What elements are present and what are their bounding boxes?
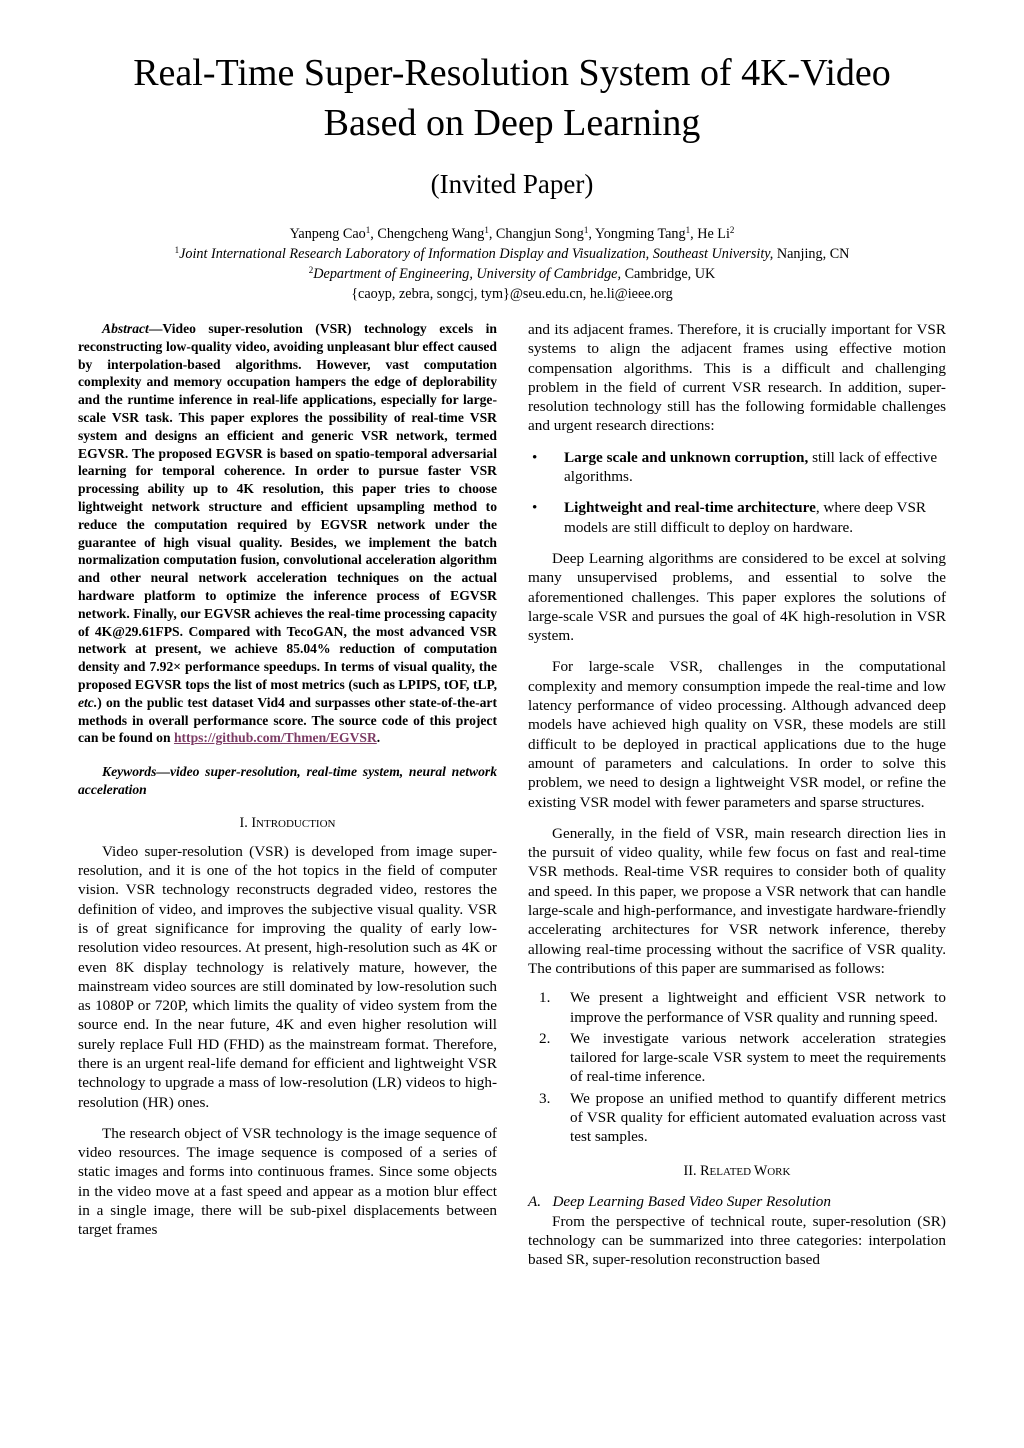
author-block (0, 224, 1024, 304)
author-emails: {caoyp, zebra, songcj, tym}@seu.edu.cn, he.li@ieee.org (351, 286, 673, 302)
intro-paragraph-6: Generally, in the field of VSR, main research direction lies in the pursuit of video quality, while few focus on fast and real-time VSR methods. Real-time VSR requires to consider both of quality and speed. In this paper, we propose a VSR network that can handle large-scale and high-performance, and investigate hardware-friendly accelerating architectures for VSR network inference, thereby allowing real-time processing without the sacrifice of VSR quality. The contributions of this paper are summarised as follows: (528, 824, 946, 977)
list-item: 2. We investigate various network acceleration strategies tailored for large-scale VSR system to meet the requirements of real-time inference. (539, 1029, 946, 1086)
bullet-icon: • (532, 499, 538, 517)
section-heading-introduction: I. INTRODUCTION (239, 814, 336, 831)
challenge-list (528, 448, 946, 537)
affiliation-2: $^2$Department of Engineering, University of Cambridge, Cambridge, UK (308, 265, 716, 282)
right-column (528, 320, 946, 1269)
abstract: Abstract—Video super-resolution (VSR) technology excels in reconstructing low-quality video, avoiding unpleasant blur effect caused by interpolation-based algorithms. However, vast computation complexity and memory occupation hampers the edge of deplorability and the runtime inference in real-life applications, especially for large-scale VSR task. This paper explores the possibility of real-time VSR system and designs an efficient and generic VSR network, termed EGVSR. The proposed EGVSR is based on spatio-temporal adversarial learning for temporal coherence. In order to pursue faster VSR processing ability up to 4K resolution, this paper tries to choose lightweight network structure and efficient upsampling method to reduce the computation required by EGVSR network under the guarantee of high visual quality. Besides, we implement the batch normalization computation fusion, convolutional acceleration algorithm and other neural network acceleration techniques on the actual hardware platform to optimize the inference process of EGVSR network. Finally, our EGVSR achieves the real-time processing capacity of 4K@29.61FPS. Compared with TecoGAN, the most advanced VSR network at present, we achieve 85.04% reduction of computation density and 7.92× performance speedups. In terms of visual quality, the proposed EGVSR tops the list of most metrics (such as LPIPS, tOF, tLP, etc.) on the public test dataset Vid4 and surpasses other state-of-the-art methods in overall performance score. The source code of this project can be found on https://github.com/Thmen/EGVSR. (78, 321, 497, 746)
list-item: • Lightweight and real-time architecture, where deep VSR models are still difficult to deploy on hardware. (532, 499, 927, 536)
list-item: 3. We propose an unified method to quantify different metrics of VSR quality for efficient automated evaluation across vast test samples. (539, 1089, 946, 1146)
keywords: Keywords—video super-resolution, real-time system, neural network acceleration (78, 764, 497, 797)
author-list: Yanpeng Cao$^1$, Chengcheng Wang$^1$, Changjun Song$^1$, Yongming Tang$^1$, He Li$^2$ (289, 225, 735, 242)
title-line-2: Based on Deep Learning (323, 102, 701, 144)
contribution-list (528, 988, 946, 1146)
invited-paper-note: (Invited Paper) (430, 169, 594, 199)
left-column (78, 320, 497, 1240)
subsection-heading-a: A. Deep Learning Based Video Super Resolution (528, 1192, 831, 1210)
list-item: • Large scale and unknown corruption, still lack of effective algorithms. (532, 448, 938, 486)
title-line-1: Real-Time Super-Resolution System of 4K-Video (133, 52, 891, 94)
affiliation-1: $^1$Joint International Research Laboratory of Information Display and Visualization, Southeast University, Nanjing, CN (174, 245, 850, 262)
github-link[interactable]: https://github.com/Thmen/EGVSR (173, 730, 377, 746)
intro-paragraph-3: and its adjacent frames. Therefore, it is crucially important for VSR systems to align the adjacent frames using effective motion compensation algorithms. This is a difficult and challenging problem in the field of current VSR research. In addition, super-resolution technology still has the following formidable challenges and urgent research directions: (528, 321, 946, 435)
list-item: 1. We present a lightweight and efficient VSR network to improve the performance of VSR quality and running speed. (539, 989, 946, 1026)
intro-paragraph-4: Deep Learning algorithms are considered to be excel at solving many unsupervised problems, and essential to solve the aforementioned challenges. This paper explores the solutions of large-scale VSR and pursues the goal of 4K high-resolution in VSR system. (528, 549, 946, 645)
paper-title (0, 48, 1024, 148)
bullet-icon: • (532, 448, 538, 466)
intro-paragraph-1: Video super-resolution (VSR) is developed from image super-resolution, and it is one of the hot topics in the field of computer vision. VSR technology reconstructs degraded video, restores the definition of video, and improves the subjective visual quality. VSR is of great significance for improving the quality of early low-resolution video resources. At present, high-resolution such as 4K or even 8K display technology is relatively mature, however, the mainstream video sources are still dominated by low-resolution such as 1080P or 720P, which limits the quality of video system from the source end. In the near future, 4K and even higher resolution will surely replace Full HD (FHD) as the mainstream format. Therefore, there is an urgent real-life demand for efficient and lightweight VSR technology to upgrade a mass of low-resolution (LR) videos to high-resolution (HR) ones. (78, 842, 497, 1111)
intro-paragraph-5: For large-scale VSR, challenges in the computational complexity and memory consumption impede the real-time and low latency performance of video processing. Although advanced deep models have achieved high quality on VSR, these models are still difficult to be deployed in practical applications due to the huge amount of parameters and calculations. In order to solve this problem, we need to design a lightweight VSR model, or refine the existing VSR model with fewer parameters and sparse structures. (528, 658, 946, 811)
section-heading-related-work: II. RELATED WORK (683, 1162, 791, 1179)
intro-paragraph-2: The research object of VSR technology is the image sequence of video resources. The image sequence is composed of a series of static images and forms into continuous frames. Since some objects in the video move at a fast speed and appear as a motion blur effect in a single image, there will be sub-pixel displacements between target frames (78, 1124, 497, 1239)
related-work-paragraph-1: From the perspective of technical route, super-resolution (SR) technology can be summarized into three categories: interpolation based SR, super-resolution reconstruction based (528, 1212, 946, 1269)
